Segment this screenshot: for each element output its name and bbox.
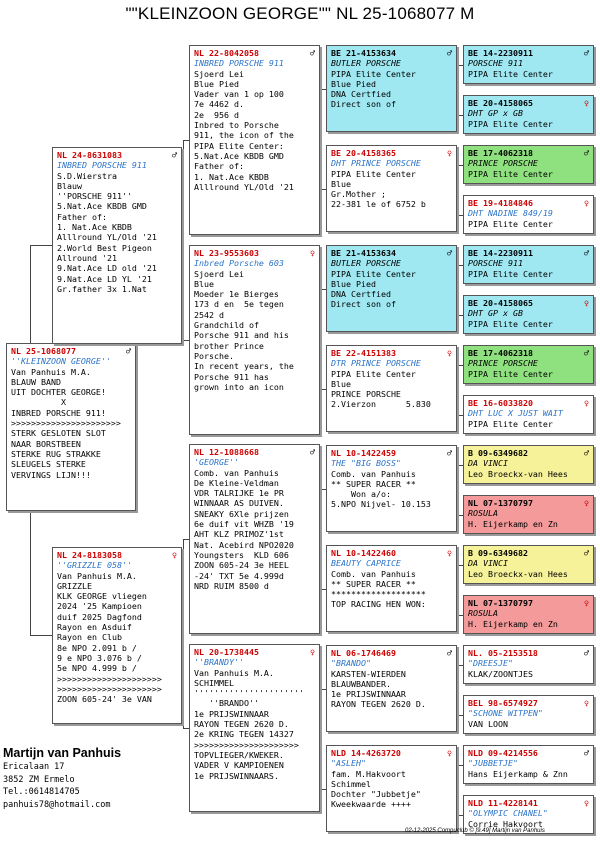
bird-detail-line: BLAUW BAND [11, 376, 61, 387]
great-great-grandparent-card[interactable] [463, 345, 594, 384]
bird-detail-line: UIT DOCHTER GEORGE! [11, 387, 106, 398]
bird-detail-line: Grandchild of [194, 320, 259, 331]
great-grandparent-card[interactable] [326, 445, 457, 532]
bird-detail-line: Gr.Mother ; [331, 189, 386, 200]
bird-detail-line: Schimmel [331, 778, 371, 789]
bird-detail-line: Alllround YL/Old '21 [57, 232, 157, 243]
bird-name: PRINCE PORSCHE [468, 158, 538, 169]
bird-detail-line: Allround '21 [57, 252, 117, 263]
bird-name: DA VINCI [468, 458, 508, 469]
ring-number: B 09-6349682 [468, 448, 528, 458]
bird-detail-line: 911, the icon of the [194, 130, 294, 141]
bird-detail-line: Vader van 1 op 100 [194, 89, 284, 100]
bird-detail-line: '''''''''''''''''''''' [194, 688, 304, 699]
connector-line [457, 165, 458, 215]
bird-detail-line: Blue Pied [194, 78, 239, 89]
ring-number: NL 12-1088668 [194, 447, 259, 457]
bird-name: ROSULA [468, 608, 498, 619]
bird-detail-line: Father of: [194, 161, 244, 172]
female-symbol-icon: ♀ [584, 298, 589, 308]
bird-name: INBRED PORSCHE 911 [57, 160, 147, 171]
bird-detail-line: 173 d en 5e tegen [194, 299, 284, 310]
female-symbol-icon: ♀ [447, 748, 452, 758]
bird-detail-line: TOP RACING HEN WON: [331, 599, 426, 610]
bird-detail-line: H. Eijerkamp en Zn [468, 618, 558, 629]
bird-detail-line: VADER V KAMPIOENEN [194, 760, 284, 771]
great-great-grandparent-card[interactable] [463, 545, 594, 584]
bird-detail-line: PIPA Elite Center: [194, 140, 284, 151]
bird-detail-line: X [11, 397, 66, 408]
great-great-grandparent-card[interactable] [463, 295, 594, 334]
bird-detail-line: >>>>>>>>>>>>>>>>>>>>>> [11, 418, 121, 429]
female-symbol-icon: ♀ [447, 148, 452, 158]
bird-detail-line: Direct son of [331, 299, 396, 310]
bird-name: ''GRIZZLE 058'' [57, 560, 132, 571]
male-symbol-icon: ♂ [310, 447, 315, 457]
bird-name: 'GEORGE'' [194, 457, 239, 468]
bird-name: "ASLEH" [331, 758, 366, 769]
owner-phone: Tel.:0614814705 [3, 787, 80, 797]
bird-detail-line: 1e PRIJSWINNAAR [194, 708, 269, 719]
bird-detail-line: Youngsters KLD 606 [194, 549, 289, 560]
ring-number: BE 21-4153634 [331, 48, 396, 58]
connector-line [30, 635, 52, 636]
bird-name: "DREESJE" [468, 658, 513, 669]
bird-name: BEAUTY CAPRICE [331, 558, 401, 569]
great-grandparent-card[interactable] [326, 245, 457, 332]
ring-number: BE 19-4184846 [468, 198, 533, 208]
bird-detail-line: 1e PRIJSWINNAAR [331, 689, 406, 700]
male-symbol-icon: ♂ [584, 648, 589, 658]
great-great-grandparent-card[interactable] [463, 745, 594, 784]
female-symbol-icon: ♀ [584, 798, 589, 808]
female-symbol-icon: ♀ [584, 698, 589, 708]
connector-line [30, 245, 31, 343]
bird-detail-line: grown into an icon [194, 381, 284, 392]
male-symbol-icon: ♂ [126, 346, 131, 356]
bird-detail-line: Sjoerd Lei [194, 268, 244, 279]
ring-number: BE 21-4153634 [331, 248, 396, 258]
bird-detail-line: Porsche 911 has [194, 371, 269, 382]
bird-detail-line: SLEUGELS STERKE [11, 459, 86, 470]
female-symbol-icon: ♀ [584, 198, 589, 208]
ring-number: BE 14-2230911 [468, 248, 533, 258]
ring-number: BE 20-4158365 [331, 148, 396, 158]
bird-detail-line: Inbred to Porsche [194, 120, 279, 131]
ring-number: NL 10-1422460 [331, 548, 396, 558]
male-symbol-icon: ♂ [447, 248, 452, 258]
bird-name: THE "BIG BOSS" [331, 458, 401, 469]
ring-number: BE 20-4158065 [468, 298, 533, 308]
ring-number: NL 22-8042058 [194, 48, 259, 58]
bird-detail-line: >>>>>>>>>>>>>>>>>>>>> [194, 739, 299, 750]
bird-detail-line: ZOON 605-24 3e HEEL [194, 560, 289, 571]
bird-name: "BRANDO" [331, 658, 371, 669]
male-symbol-icon: ♂ [584, 448, 589, 458]
bird-detail-line: PIPA Elite Center [468, 218, 553, 229]
female-symbol-icon: ♀ [447, 548, 452, 558]
great-great-grandparent-card[interactable] [463, 95, 594, 134]
connector-line [320, 289, 321, 389]
bird-detail-line: Comb. van Panhuis [331, 568, 416, 579]
grandparent-card[interactable] [189, 644, 320, 812]
bird-detail-line: >>>>>>>>>>>>>>>>>>>>> [57, 683, 162, 694]
bird-detail-line: ''PORSCHE 911'' [57, 191, 132, 202]
bird-name: DHT PRINCE PORSCHE [331, 158, 421, 169]
male-symbol-icon: ♂ [172, 150, 177, 160]
bird-detail-line: STERK GESLOTEN SLOT [11, 428, 106, 439]
ring-number: BE 16-6033820 [468, 398, 533, 408]
bird-detail-line: PIPA Elite Center [468, 368, 553, 379]
ring-number: NL 10-1422459 [331, 448, 396, 458]
bird-name: PORSCHE 911 [468, 258, 523, 269]
connector-line [457, 765, 458, 815]
bird-detail-line: Comb. van Panhuis [194, 467, 279, 478]
ring-number: NLD 14-4263720 [331, 748, 401, 758]
great-great-grandparent-card[interactable] [463, 495, 594, 534]
bird-name: BUTLER PORSCHE [331, 58, 401, 69]
bird-detail-line: 22-381 le of 6752 b [331, 199, 426, 210]
ring-number: NL 06-1746469 [331, 648, 396, 658]
bird-detail-line: AHT KLZ PRIMOZ'1st [194, 529, 284, 540]
page-title: ""KLEINZOON GEORGE"" NL 25-1068077 M [125, 4, 475, 23]
great-grandparent-card[interactable] [326, 745, 457, 832]
bird-detail-line: Blue [194, 278, 214, 289]
female-symbol-icon: ♀ [584, 598, 589, 608]
bird-name: DHT NADINE 849/19 [468, 208, 553, 219]
bird-name: DHT LUC X JUST WAIT [468, 408, 563, 419]
bird-detail-line: Van Panhuis M.A. [11, 366, 91, 377]
bird-detail-line: Won a/o: [331, 489, 391, 500]
ring-number: BE 20-4158065 [468, 98, 533, 108]
bird-detail-line: Comb. van Panhuis [331, 468, 416, 479]
bird-detail-line: In recent years, the [194, 361, 294, 372]
great-great-grandparent-card[interactable] [463, 445, 594, 484]
male-symbol-icon: ♂ [584, 248, 589, 258]
bird-detail-line: PIPA Elite Center [468, 318, 553, 329]
female-symbol-icon: ♀ [584, 398, 589, 408]
bird-detail-line: 5e NPO 4.999 b / [57, 663, 137, 674]
great-great-grandparent-card[interactable] [463, 595, 594, 634]
bird-detail-line: ** SUPER RACER ** [331, 578, 416, 589]
bird-detail-line: 1. Nat.Ace KBDB [57, 222, 132, 233]
bird-detail-line: STERKE RUG STRAKKE [11, 448, 101, 459]
connector-line [457, 565, 458, 615]
bird-detail-line: ''BRANDO'' [194, 698, 259, 709]
bird-detail-line: Van Panhuis M.A. [194, 667, 274, 678]
connector-line [320, 89, 321, 189]
bird-detail-line: H. Eijerkamp en Zn [468, 518, 558, 529]
bird-detail-line: >>>>>>>>>>>>>>>>>>>>> [57, 673, 162, 684]
owner-address: Ericalaan 17 [3, 762, 65, 772]
bird-detail-line: RAYON TEGEN 2620 D. [194, 719, 289, 730]
bird-detail-line: brother Prince [194, 340, 264, 351]
connector-line [457, 665, 458, 715]
bird-detail-line: KLK GEORGE vliegen [57, 591, 147, 602]
connector-line [457, 365, 458, 415]
bird-detail-line: -24' TXT 5e 4.999d [194, 570, 284, 581]
female-symbol-icon: ♀ [584, 98, 589, 108]
bird-name: "SCHONE WITPEN" [468, 708, 543, 719]
ring-number: NL 20-1738445 [194, 647, 259, 657]
bird-name: ROSULA [468, 508, 498, 519]
ring-number: NL 07-1370797 [468, 598, 533, 608]
bird-detail-line: 2.World Best Pigeon [57, 242, 152, 253]
great-great-grandparent-card[interactable] [463, 645, 594, 684]
bird-name: PORSCHE 911 [468, 58, 523, 69]
ring-number: NL 24-8631083 [57, 150, 122, 160]
bird-detail-line: Direct son of [331, 99, 396, 110]
male-symbol-icon: ♂ [310, 48, 315, 58]
grandparent-card[interactable] [189, 444, 320, 634]
bird-detail-line: 5.NPO Nijvel- 10.153 [331, 499, 431, 510]
connector-line [320, 689, 321, 789]
bird-detail-line: Porsche 911 and his [194, 330, 289, 341]
great-grandparent-card[interactable] [326, 645, 457, 732]
owner-name: Martijn van Panhuis [3, 746, 122, 760]
bird-detail-line: Blue Pied [331, 78, 376, 89]
bird-detail-line: Leo Broeckx-van Hees [468, 568, 568, 579]
female-symbol-icon: ♀ [310, 647, 315, 657]
connector-line [183, 140, 184, 340]
bird-detail-line: Blue Pied [331, 278, 376, 289]
great-grandparent-card[interactable] [326, 145, 457, 232]
male-symbol-icon: ♂ [584, 148, 589, 158]
bird-detail-line: Rayon en Asduif [57, 622, 132, 633]
ring-number: NLD 11-4228141 [468, 798, 538, 808]
ring-number: BE 22-4151383 [331, 348, 396, 358]
bird-detail-line: SCHIMMEL [194, 677, 234, 688]
bird-detail-line: PIPA Elite Center [468, 168, 553, 179]
bird-name: Inbred Porsche 603 [194, 258, 284, 269]
bird-detail-line: INBRED PORSCHE 911! [11, 407, 106, 418]
bird-name: DHT GP x GB [468, 308, 523, 319]
ring-number: NL 24-8183058 [57, 550, 122, 560]
bird-detail-line: VERVINGS LIJN!!! [11, 469, 91, 480]
male-symbol-icon: ♂ [584, 748, 589, 758]
bird-detail-line: 2e 956 d [194, 109, 239, 120]
bird-detail-line: PIPA Elite Center [468, 118, 553, 129]
bird-detail-line: 7e 4462 d. [194, 99, 244, 110]
grandparent-card[interactable] [189, 245, 320, 435]
bird-name: ''KLEINZOON GEORGE'' [11, 356, 111, 367]
bird-detail-line: ** SUPER RACER ** [331, 478, 416, 489]
female-symbol-icon: ♀ [447, 348, 452, 358]
bird-detail-line: VAN LOON [468, 718, 508, 729]
bird-detail-line: PIPA Elite Center [468, 418, 553, 429]
bird-name: DHT GP x GB [468, 108, 523, 119]
bird-detail-line: Hans Eijerkamp & Znn [468, 768, 568, 779]
owner-email: panhuis78@hotmail.com [3, 799, 111, 810]
bird-detail-line: KLAK/ZOONTJES [468, 668, 533, 679]
bird-detail-line: PIPA Elite Center [331, 368, 416, 379]
subject-pigeon-card[interactable] [6, 343, 136, 511]
bird-detail-line: S.D.Wierstra [57, 170, 117, 181]
bird-name: DA VINCI [468, 558, 508, 569]
grandparent-card[interactable] [189, 45, 320, 235]
bird-detail-line: Moeder 1e Bierges [194, 289, 279, 300]
ring-number: NL. 05-2153518 [468, 648, 538, 658]
bird-detail-line: BLAUWBANDER. [331, 678, 391, 689]
bird-detail-line: ZOON 605-24' 3e VAN [57, 694, 152, 705]
connector-line [30, 245, 52, 246]
bird-detail-line: Gr.father 3x 1.Nat [57, 283, 147, 294]
bird-detail-line: 9.Nat.Ace LD old '21 [57, 263, 157, 274]
great-grandparent-card[interactable] [326, 45, 457, 132]
owner-city: 3852 ZM Ermelo [3, 774, 75, 785]
bird-detail-line: 6e duif vit WHZB '19 [194, 519, 294, 530]
bird-detail-line: KARSTEN-WIERDEN [331, 668, 406, 679]
bird-detail-line: Blue [331, 178, 351, 189]
bird-detail-line: ******************* [331, 589, 426, 600]
ring-number: BE 17-4062318 [468, 348, 533, 358]
bird-detail-line: TOPVLIEGER/KWEKER. [194, 749, 284, 760]
male-symbol-icon: ♂ [584, 548, 589, 558]
bird-detail-line: 2024 '25 Kampioen [57, 601, 142, 612]
male-symbol-icon: ♂ [447, 648, 452, 658]
bird-detail-line: Blue [331, 378, 351, 389]
bird-name: PRINCE PORSCHE [468, 358, 538, 369]
bird-detail-line: fam. M.Hakvoort [331, 768, 406, 779]
bird-name: "JUBBETJE" [468, 758, 518, 769]
owner-info [3, 745, 121, 811]
parent-card-dam[interactable] [52, 547, 182, 724]
bird-detail-line: Leo Broeckx-van Hees [468, 468, 568, 479]
bird-detail-line: RAYON TEGEN 2620 D. [331, 699, 426, 710]
connector-line [457, 65, 458, 115]
bird-detail-line: VDR TALRIJKE 1e PR [194, 488, 284, 499]
connector-line [183, 539, 184, 728]
connector-line [320, 489, 321, 589]
great-great-grandparent-card[interactable] [463, 45, 594, 84]
bird-detail-line: 2e KRING TEGEN 14327 [194, 729, 294, 740]
male-symbol-icon: ♂ [447, 48, 452, 58]
bird-detail-line: De Kleine-Veldman [194, 477, 279, 488]
great-great-grandparent-card[interactable] [463, 245, 594, 284]
female-symbol-icon: ♀ [584, 498, 589, 508]
bird-detail-line: PIPA Elite Center [468, 268, 553, 279]
bird-detail-line: 8e NPO 2.091 b / [57, 642, 137, 653]
bird-detail-line: 1. Nat.Ace KBDB [194, 171, 269, 182]
female-symbol-icon: ♀ [172, 550, 177, 560]
female-symbol-icon: ♀ [310, 248, 315, 258]
bird-detail-line: 5.Nat.Ace KBDB GMD [57, 201, 147, 212]
bird-detail-line: 2.Vierzon 5.830 [331, 399, 431, 410]
ring-number: NL 25-1068077 [11, 346, 76, 356]
ring-number: BE 14-2230911 [468, 48, 533, 58]
ring-number: NL 23-9553603 [194, 248, 259, 258]
great-great-grandparent-card[interactable] [463, 695, 594, 734]
great-grandparent-card[interactable] [326, 345, 457, 432]
bird-detail-line: WINNAAR AS DUIVEN. [194, 498, 284, 509]
connector-line [30, 511, 31, 636]
bird-detail-line: PIPA Elite Center [331, 68, 416, 79]
bird-detail-line: Rayon en Club [57, 632, 122, 643]
ring-number: NLD 09-4214556 [468, 748, 538, 758]
bird-detail-line: Dochter "Jubbetje" [331, 789, 421, 800]
bird-detail-line: NRD RUIM 8500 d [194, 580, 269, 591]
bird-name: "OLYMPIC CHANEL" [468, 808, 548, 819]
bird-detail-line: Kweekwaarde ++++ [331, 799, 411, 810]
bird-detail-line: PIPA Elite Center [331, 168, 416, 179]
bird-detail-line: 2542 d [194, 309, 224, 320]
bird-detail-line: 9 e NPO 3.076 b / [57, 652, 142, 663]
bird-detail-line: PIPA Elite Center [468, 68, 553, 79]
great-great-grandparent-card[interactable] [463, 395, 594, 434]
male-symbol-icon: ♂ [447, 448, 452, 458]
bird-detail-line: Porsche. [194, 350, 234, 361]
ring-number: NL 07-1370797 [468, 498, 533, 508]
bird-detail-line: Van Panhuis M.A. [57, 570, 137, 581]
bird-detail-line: Corrie Hakvoort [468, 818, 543, 829]
bird-name: DTR PRINCE PORSCHE [331, 358, 421, 369]
bird-detail-line: 9.Nat.Ace LD YL '21 [57, 273, 152, 284]
connector-line [457, 265, 458, 315]
bird-detail-line: duif 2025 Dagfond [57, 611, 142, 622]
bird-detail-line: PRINCE PORSCHE [331, 389, 401, 400]
bird-detail-line: DNA Certfied [331, 89, 391, 100]
great-great-grandparent-card[interactable] [463, 195, 594, 234]
ring-number: BEL 98-6574927 [468, 698, 538, 708]
great-grandparent-card[interactable] [326, 545, 457, 632]
connector-line [457, 465, 458, 515]
bird-name: INBRED PORSCHE 911 [194, 58, 284, 69]
bird-detail-line: NAAR BORSTBEEN [11, 438, 81, 449]
bird-name: BUTLER PORSCHE [331, 258, 401, 269]
male-symbol-icon: ♂ [584, 348, 589, 358]
bird-detail-line: 5.Nat.Ace KBDB GMD [194, 150, 284, 161]
bird-detail-line: DNA Certfied [331, 289, 391, 300]
bird-detail-line: PIPA Elite Center [331, 268, 416, 279]
bird-detail-line: Father of: [57, 211, 107, 222]
bird-detail-line: Alllround YL/Old '21 [194, 181, 294, 192]
bird-detail-line: SNEAKY 6Xle prijzen [194, 508, 289, 519]
bird-detail-line: 1e PRIJSWINNAARS. [194, 770, 279, 781]
bird-detail-line: GRIZZLE [57, 580, 92, 591]
great-great-grandparent-card[interactable] [463, 145, 594, 184]
bird-detail-line: Blauw [57, 180, 82, 191]
male-symbol-icon: ♂ [584, 48, 589, 58]
bird-name: ''BRANDY'' [194, 657, 244, 668]
ring-number: B 09-6349682 [468, 548, 528, 558]
parent-card-sire[interactable] [52, 147, 182, 344]
ring-number: BE 17-4062318 [468, 148, 533, 158]
bird-detail-line: Nat. Acebird NPO2020 [194, 539, 294, 550]
bird-detail-line: Sjoerd Lei [194, 68, 244, 79]
footer-credit: 02-12-2025 Compuclub © [9.49] Martijn van Panhuis [405, 828, 545, 834]
